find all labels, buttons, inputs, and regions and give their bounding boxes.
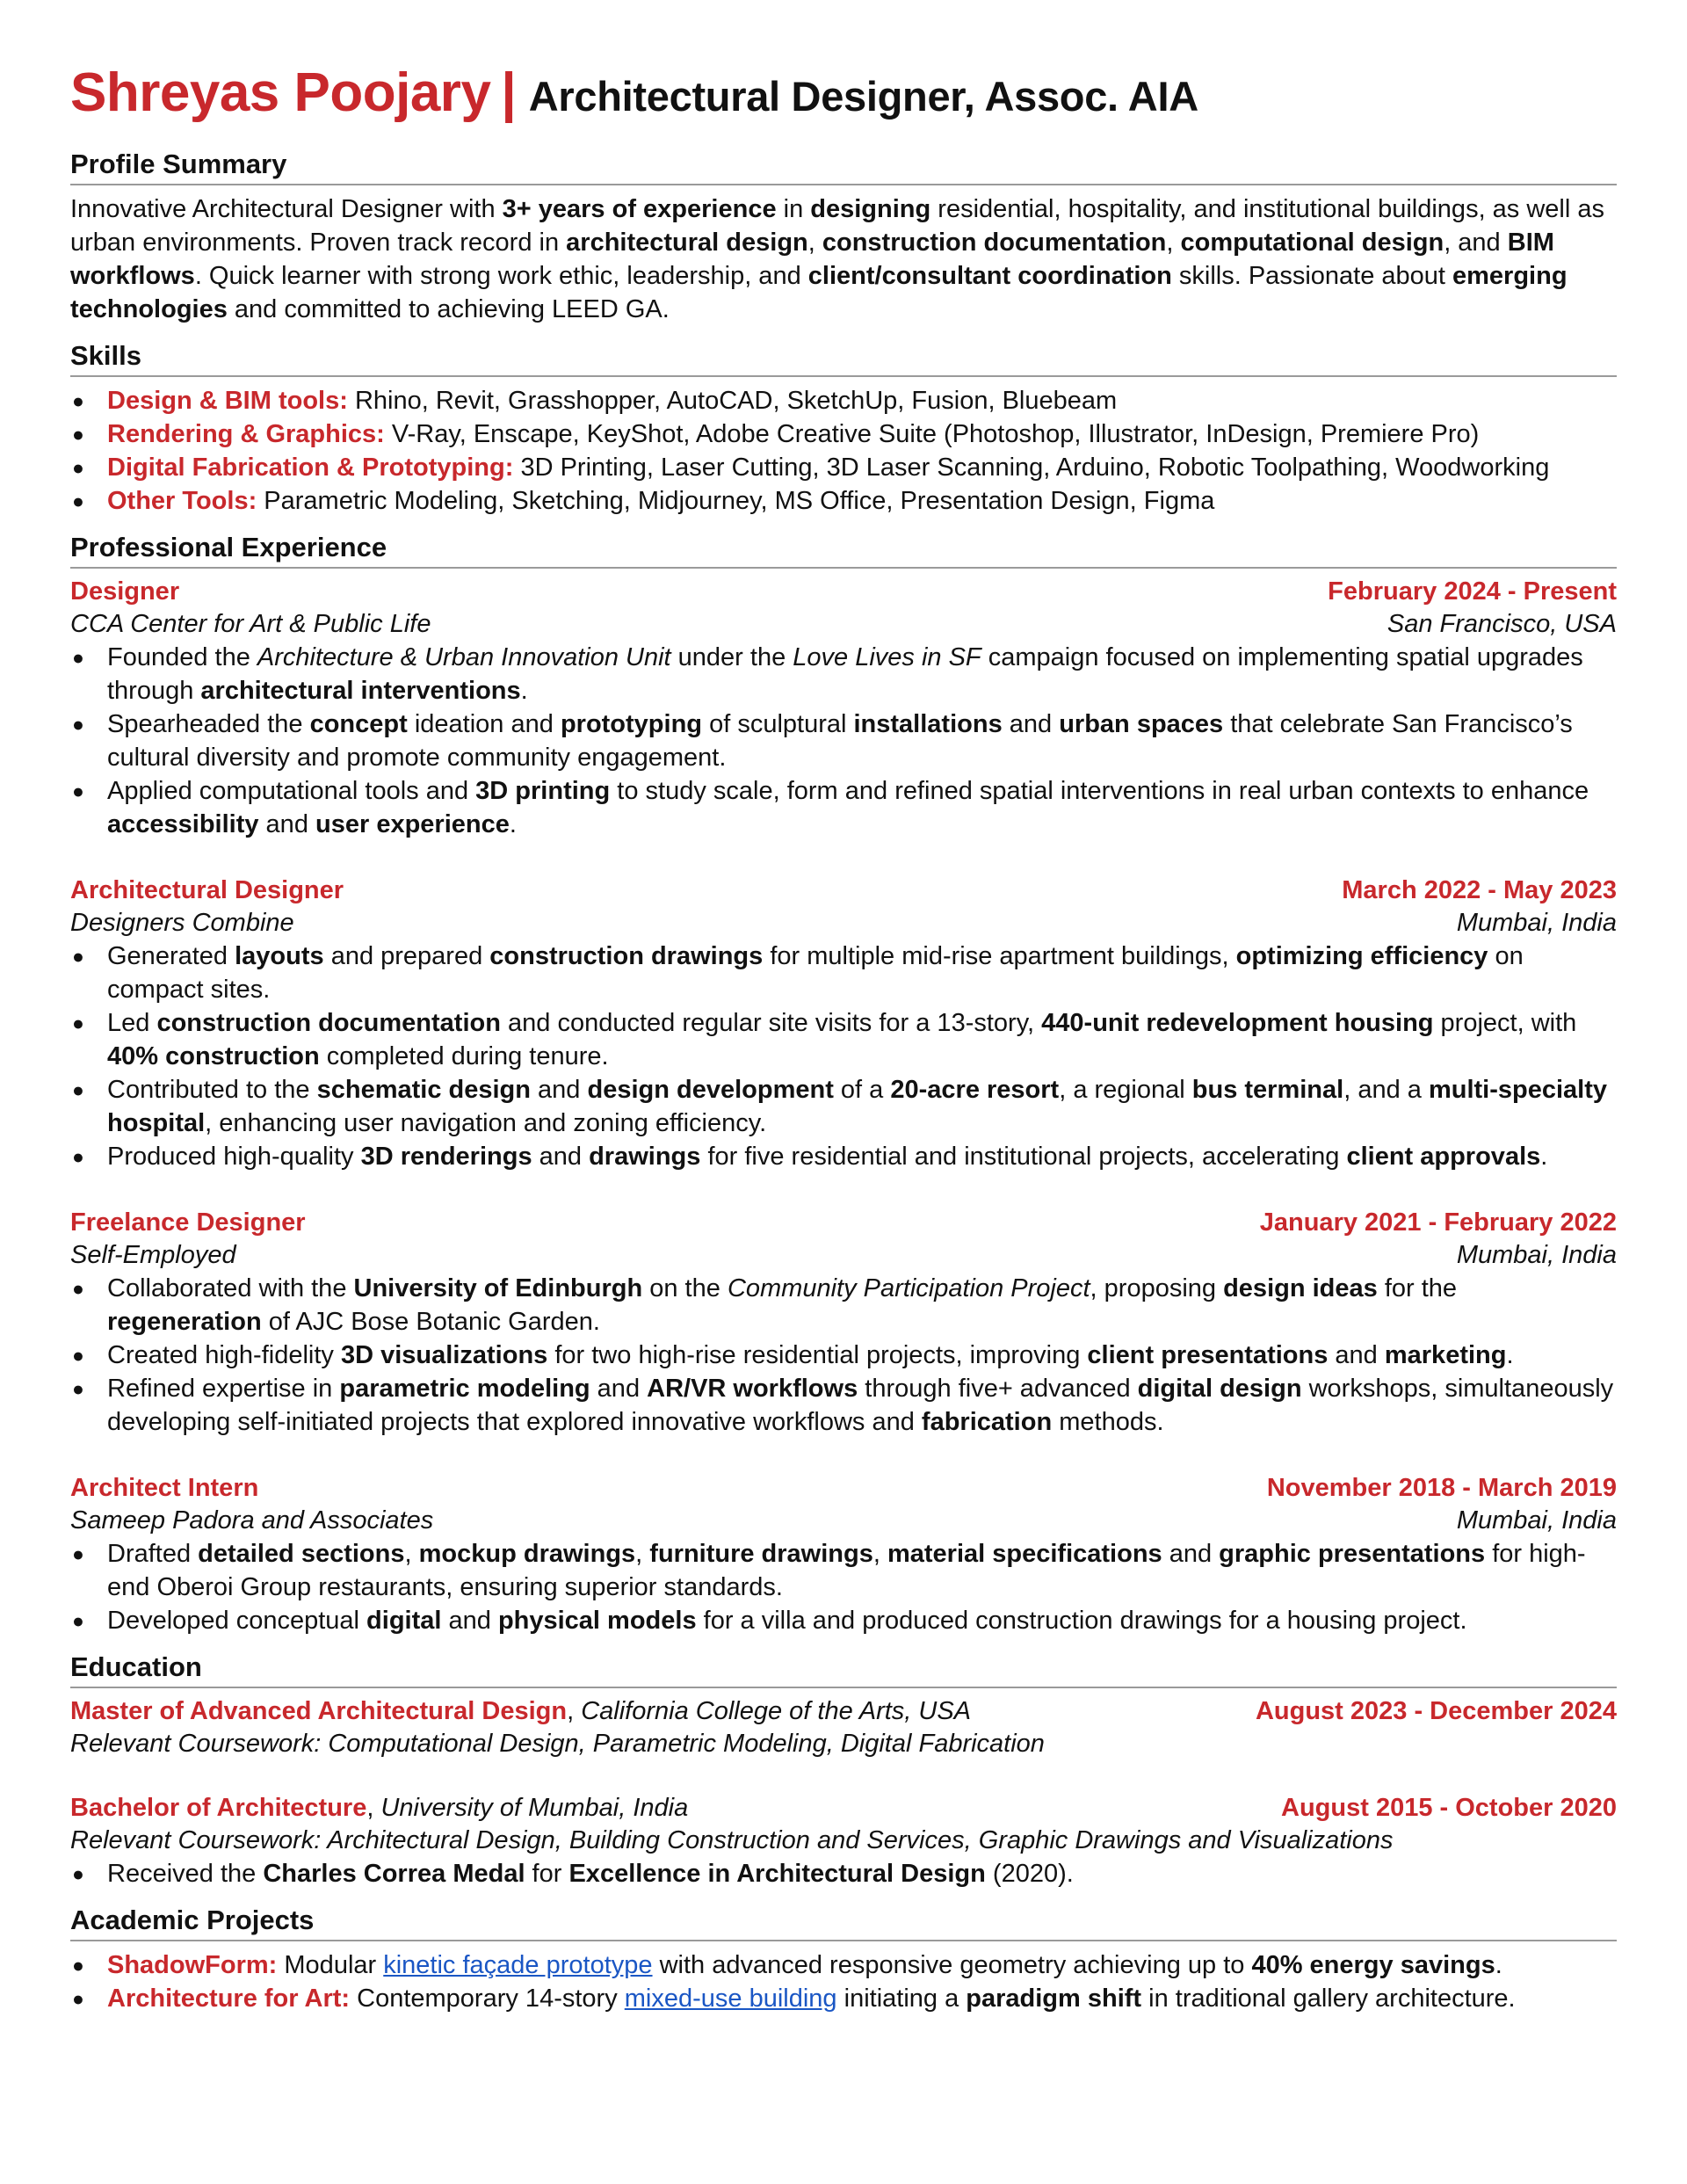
text: and: [441, 1607, 498, 1635]
emphasis: digital design: [1137, 1375, 1302, 1403]
text: , a regional: [1059, 1076, 1192, 1104]
text: .: [520, 677, 528, 705]
emphasis: Excellence in Architectural Design: [568, 1860, 986, 1888]
job-bullet: [70, 940, 1617, 1006]
text: in traditional gallery architecture.: [1141, 1984, 1516, 2013]
emphasis: optimizing efficiency: [1235, 942, 1488, 970]
emphasis: construction documentation: [156, 1009, 501, 1037]
emphasis: parametric modeling: [339, 1375, 590, 1403]
emphasis: regeneration: [107, 1308, 262, 1336]
education-dates: August 2023 - December 2024: [1255, 1697, 1617, 1725]
emphasis: University of Edinburgh: [353, 1274, 643, 1302]
emphasis: 3D visualizations: [340, 1341, 548, 1369]
emphasis: drawings: [589, 1143, 701, 1171]
emphasis: 3D renderings: [360, 1143, 532, 1171]
emphasis: multi-specialty hospital: [107, 1076, 1608, 1137]
text: and: [530, 1076, 588, 1104]
emphasis: construction drawings: [489, 942, 764, 970]
skill-item: [70, 484, 1617, 518]
text: in: [776, 195, 811, 223]
section-heading-experience: Professional Experience: [70, 532, 1617, 569]
text: of a: [833, 1076, 891, 1104]
emphasis: urban spaces: [1059, 710, 1224, 738]
education-entry: [70, 1695, 1617, 1760]
text: ,: [567, 1697, 575, 1725]
job-bullet: [70, 774, 1617, 841]
emphasis: construction documentation: [822, 229, 1167, 257]
emphasis: designing: [810, 195, 931, 223]
emphasis: concept: [309, 710, 408, 738]
skill-item: [70, 417, 1617, 451]
emphasis: design ideas: [1223, 1274, 1378, 1302]
text: ,: [807, 229, 822, 257]
text: . Quick learner with strong work ethic, leadership, and: [194, 262, 808, 290]
text: and: [1002, 710, 1060, 738]
text: .: [1540, 1143, 1548, 1171]
emphasis: marketing: [1384, 1341, 1507, 1369]
degree-name: Master of Advanced Architectural Design: [70, 1697, 568, 1725]
emphasis: digital: [366, 1607, 442, 1635]
text: and committed to achieving LEED GA.: [227, 295, 670, 323]
text: Developed conceptual: [107, 1607, 367, 1635]
text: campaign focused on implementing spatial upgrades through: [107, 643, 1583, 705]
text: project, with: [1433, 1009, 1577, 1037]
text: to study scale, form and refined spatial interventions in real urban contexts to enhance: [610, 777, 1589, 805]
text: for a villa and produced construction drawings for a housing project.: [696, 1607, 1467, 1635]
text: of sculptural: [702, 710, 854, 738]
profile-section: [70, 149, 1617, 326]
text: completed during tenure.: [319, 1042, 609, 1070]
text: Contributed to the: [107, 1076, 317, 1104]
text: ,: [1166, 229, 1181, 257]
text: on the: [642, 1274, 728, 1302]
text: Created high-fidelity: [107, 1341, 341, 1369]
text: .: [1495, 1951, 1502, 1979]
emphasis: 40% construction: [107, 1042, 320, 1070]
emphasis: client approvals: [1346, 1143, 1541, 1171]
text: , proposing: [1090, 1274, 1224, 1302]
italic-text: Community Participation Project: [727, 1274, 1090, 1302]
title-separator: |: [501, 62, 517, 123]
award-list: [70, 1857, 1617, 1890]
job-company: Designers Combine: [70, 909, 294, 937]
emphasis: 3+ years of experience: [502, 195, 777, 223]
skill-category: Rendering & Graphics:: [107, 420, 385, 448]
text: , and a: [1343, 1076, 1429, 1104]
text: (2020).: [985, 1860, 1074, 1888]
text: , enhancing user navigation and zoning efficiency.: [205, 1109, 767, 1137]
degree-line: [70, 1792, 688, 1825]
job-dates: November 2018 - March 2019: [1266, 1474, 1617, 1502]
text: Received the: [107, 1860, 264, 1888]
skill-values: Parametric Modeling, Sketching, Midjourney, MS Office, Presentation Design, Figma: [257, 487, 1215, 515]
text: residential, hospitality, and institutional buildings, as well as urban environments. Proven track record in: [70, 195, 1605, 257]
text: and: [532, 1143, 590, 1171]
text: for multiple mid-rise apartment buildings,: [763, 942, 1236, 970]
job-bullet: [70, 1372, 1617, 1439]
text: Collaborated with the: [107, 1274, 354, 1302]
text: Spearheaded the: [107, 710, 310, 738]
job-company: CCA Center for Art & Public Life: [70, 610, 431, 638]
job-entry: [70, 874, 1617, 1173]
job-company: Sameep Padora and Associates: [70, 1506, 434, 1535]
text: Led: [107, 1009, 157, 1037]
italic-text: Love Lives in SF: [793, 643, 981, 671]
job-dates: January 2021 - February 2022: [1259, 1208, 1617, 1237]
text: workshops, simultaneously developing self-initiated projects that explored innovative workflows and: [107, 1375, 1614, 1436]
text: Produced high-quality: [107, 1143, 361, 1171]
section-heading-skills: Skills: [70, 340, 1617, 377]
text: Contemporary 14-story: [350, 1984, 625, 2013]
emphasis: 440-unit redevelopment housing: [1041, 1009, 1434, 1037]
degree-line: [70, 1695, 971, 1728]
emphasis: computational design: [1180, 229, 1444, 257]
job-bullet: [70, 1604, 1617, 1637]
skill-item: [70, 451, 1617, 484]
job-role: Freelance Designer: [70, 1208, 306, 1237]
text: and prepared: [323, 942, 490, 970]
school-name: University of Mumbai, India: [373, 1794, 689, 1822]
job-bullets: [70, 1272, 1617, 1439]
emphasis: 3D printing: [475, 777, 611, 805]
emphasis: architectural interventions: [200, 677, 521, 705]
section-heading-education: Education: [70, 1651, 1617, 1688]
skill-category: Digital Fabrication & Prototyping:: [107, 453, 514, 482]
emphasis: detailed sections: [198, 1540, 405, 1568]
coursework: Relevant Coursework: Architectural Design, Building Construction and Services, Graphic Drawings and Visualizations: [70, 1826, 1394, 1854]
italic-text: Architecture & Urban Innovation Unit: [257, 643, 671, 671]
job-location: San Francisco, USA: [1387, 610, 1617, 638]
school-name: California College of the Arts, USA: [574, 1697, 972, 1725]
education-dates: August 2015 - October 2020: [1281, 1794, 1617, 1822]
emphasis: bus terminal: [1191, 1076, 1344, 1104]
text: under the: [670, 643, 793, 671]
emphasis: design development: [587, 1076, 834, 1104]
text: of AJC Bose Botanic Garden.: [261, 1308, 600, 1336]
emphasis: material specifications: [887, 1540, 1162, 1568]
job-dates: March 2022 - May 2023: [1342, 876, 1617, 904]
emphasis: graphic presentations: [1219, 1540, 1486, 1568]
emphasis: schematic design: [316, 1076, 531, 1104]
degree-name: Bachelor of Architecture: [70, 1794, 367, 1822]
projects-section: [70, 1905, 1617, 2015]
job-role: Architectural Designer: [70, 876, 344, 904]
section-heading-projects: Academic Projects: [70, 1905, 1617, 1941]
text: and: [1328, 1341, 1385, 1369]
text: for the: [1377, 1274, 1458, 1302]
emphasis: installations: [853, 710, 1003, 738]
project-item: [70, 1948, 1617, 1982]
job-bullet: [70, 1339, 1617, 1372]
text: for: [525, 1860, 569, 1888]
text: Refined expertise in: [107, 1375, 340, 1403]
job-entry: [70, 1472, 1617, 1637]
job-bullets: [70, 1537, 1617, 1637]
text: Innovative Architectural Designer with: [70, 195, 503, 223]
profile-paragraph: [70, 192, 1617, 326]
job-entry: [70, 576, 1617, 841]
emphasis: paradigm shift: [966, 1984, 1142, 2013]
text: and: [258, 810, 315, 838]
text: skills. Passionate about: [1171, 262, 1453, 290]
emphasis: BIM workflows: [70, 229, 1554, 290]
text: ,: [635, 1540, 650, 1568]
projects-list: [70, 1948, 1617, 2015]
emphasis: physical models: [497, 1607, 697, 1635]
job-entry: [70, 1207, 1617, 1439]
text: initiating a: [836, 1984, 967, 2013]
job-dates: February 2024 - Present: [1328, 577, 1617, 606]
job-role: Architect Intern: [70, 1474, 259, 1502]
education-section: [70, 1651, 1617, 1890]
experience-section: [70, 532, 1617, 1637]
skill-values: 3D Printing, Laser Cutting, 3D Laser Scanning, Arduino, Robotic Toolpathing, Woodworking: [513, 453, 1550, 482]
text: , and: [1444, 229, 1508, 257]
text: Modular: [277, 1951, 384, 1979]
job-location: Mumbai, India: [1456, 909, 1617, 937]
skill-item: [70, 384, 1617, 417]
emphasis: fabrication: [921, 1408, 1053, 1436]
text: ,: [366, 1794, 374, 1822]
job-bullet: [70, 1006, 1617, 1073]
text: methods.: [1052, 1408, 1164, 1436]
emphasis: 40% energy savings: [1251, 1951, 1495, 1979]
project-link[interactable]: mixed-use building: [624, 1984, 837, 2013]
section-heading-profile: Profile Summary: [70, 149, 1617, 185]
text: .: [1506, 1341, 1514, 1369]
job-location: Mumbai, India: [1456, 1506, 1617, 1535]
job-bullet: [70, 1073, 1617, 1140]
skill-category: Other Tools:: [107, 487, 257, 515]
emphasis: accessibility: [107, 810, 259, 838]
project-name: Architecture for Art:: [107, 1984, 351, 2013]
text: and: [590, 1375, 648, 1403]
skill-values: V-Ray, Enscape, KeyShot, Adobe Creative Suite (Photoshop, Illustrator, InDesign, Premiere Pro): [384, 420, 1480, 448]
text: for five residential and institutional projects, accelerating: [700, 1143, 1347, 1171]
emphasis: mockup drawings: [418, 1540, 636, 1568]
text: ideation and: [407, 710, 561, 738]
text: ,: [872, 1540, 887, 1568]
emphasis: 20-acre resort: [890, 1076, 1060, 1104]
text: Applied computational tools and: [107, 777, 476, 805]
job-bullets: [70, 940, 1617, 1173]
candidate-name: Shreyas Poojary: [70, 62, 491, 123]
job-bullet: [70, 707, 1617, 774]
award-item: [70, 1857, 1617, 1890]
candidate-title: Architectural Designer, Assoc. AIA: [528, 73, 1198, 120]
text: that celebrate San Francisco’s cultural diversity and promote community engagement.: [107, 710, 1573, 772]
text: on compact sites.: [107, 942, 1524, 1004]
project-link[interactable]: kinetic façade prototype: [383, 1951, 653, 1979]
emphasis: AR/VR workflows: [647, 1375, 858, 1403]
emphasis: furniture drawings: [649, 1540, 873, 1568]
project-name: ShadowForm:: [107, 1951, 278, 1979]
text: for high-end Oberoi Group restaurants, ensuring superior standards.: [107, 1540, 1586, 1601]
emphasis: emerging technologies: [70, 262, 1568, 323]
education-entry: [70, 1792, 1617, 1890]
job-bullet: [70, 1537, 1617, 1604]
skill-category: Design & BIM tools:: [107, 387, 348, 415]
job-bullets: [70, 641, 1617, 841]
text: and: [1162, 1540, 1220, 1568]
text: through five+ advanced: [858, 1375, 1138, 1403]
emphasis: layouts: [235, 942, 324, 970]
coursework: Relevant Coursework: Computational Design, Parametric Modeling, Digital Fabrication: [70, 1730, 1045, 1758]
skills-list: [70, 384, 1617, 518]
job-bullet: [70, 641, 1617, 707]
text: Founded the: [107, 643, 257, 671]
emphasis: prototyping: [560, 710, 703, 738]
text: Generated: [107, 942, 235, 970]
job-role: Designer: [70, 577, 180, 606]
text: .: [509, 810, 517, 838]
skills-section: [70, 340, 1617, 518]
text: and conducted regular site visits for a 13-story,: [500, 1009, 1042, 1037]
text: for two high-rise residential projects, improving: [547, 1341, 1088, 1369]
skill-values: Rhino, Revit, Grasshopper, AutoCAD, SketchUp, Fusion, Bluebeam: [347, 387, 1118, 415]
job-bullet: [70, 1140, 1617, 1173]
job-bullet: [70, 1272, 1617, 1339]
project-item: [70, 1982, 1617, 2015]
job-location: Mumbai, India: [1456, 1241, 1617, 1269]
resume-header: [70, 62, 1617, 124]
text: ,: [404, 1540, 419, 1568]
emphasis: architectural design: [566, 229, 808, 257]
emphasis: Charles Correa Medal: [263, 1860, 525, 1888]
emphasis: client/consultant coordination: [807, 262, 1172, 290]
text: Drafted: [107, 1540, 199, 1568]
emphasis: client presentations: [1087, 1341, 1329, 1369]
emphasis: user experience: [315, 810, 510, 838]
text: with advanced responsive geometry achieving up to: [652, 1951, 1252, 1979]
job-company: Self-Employed: [70, 1241, 236, 1269]
